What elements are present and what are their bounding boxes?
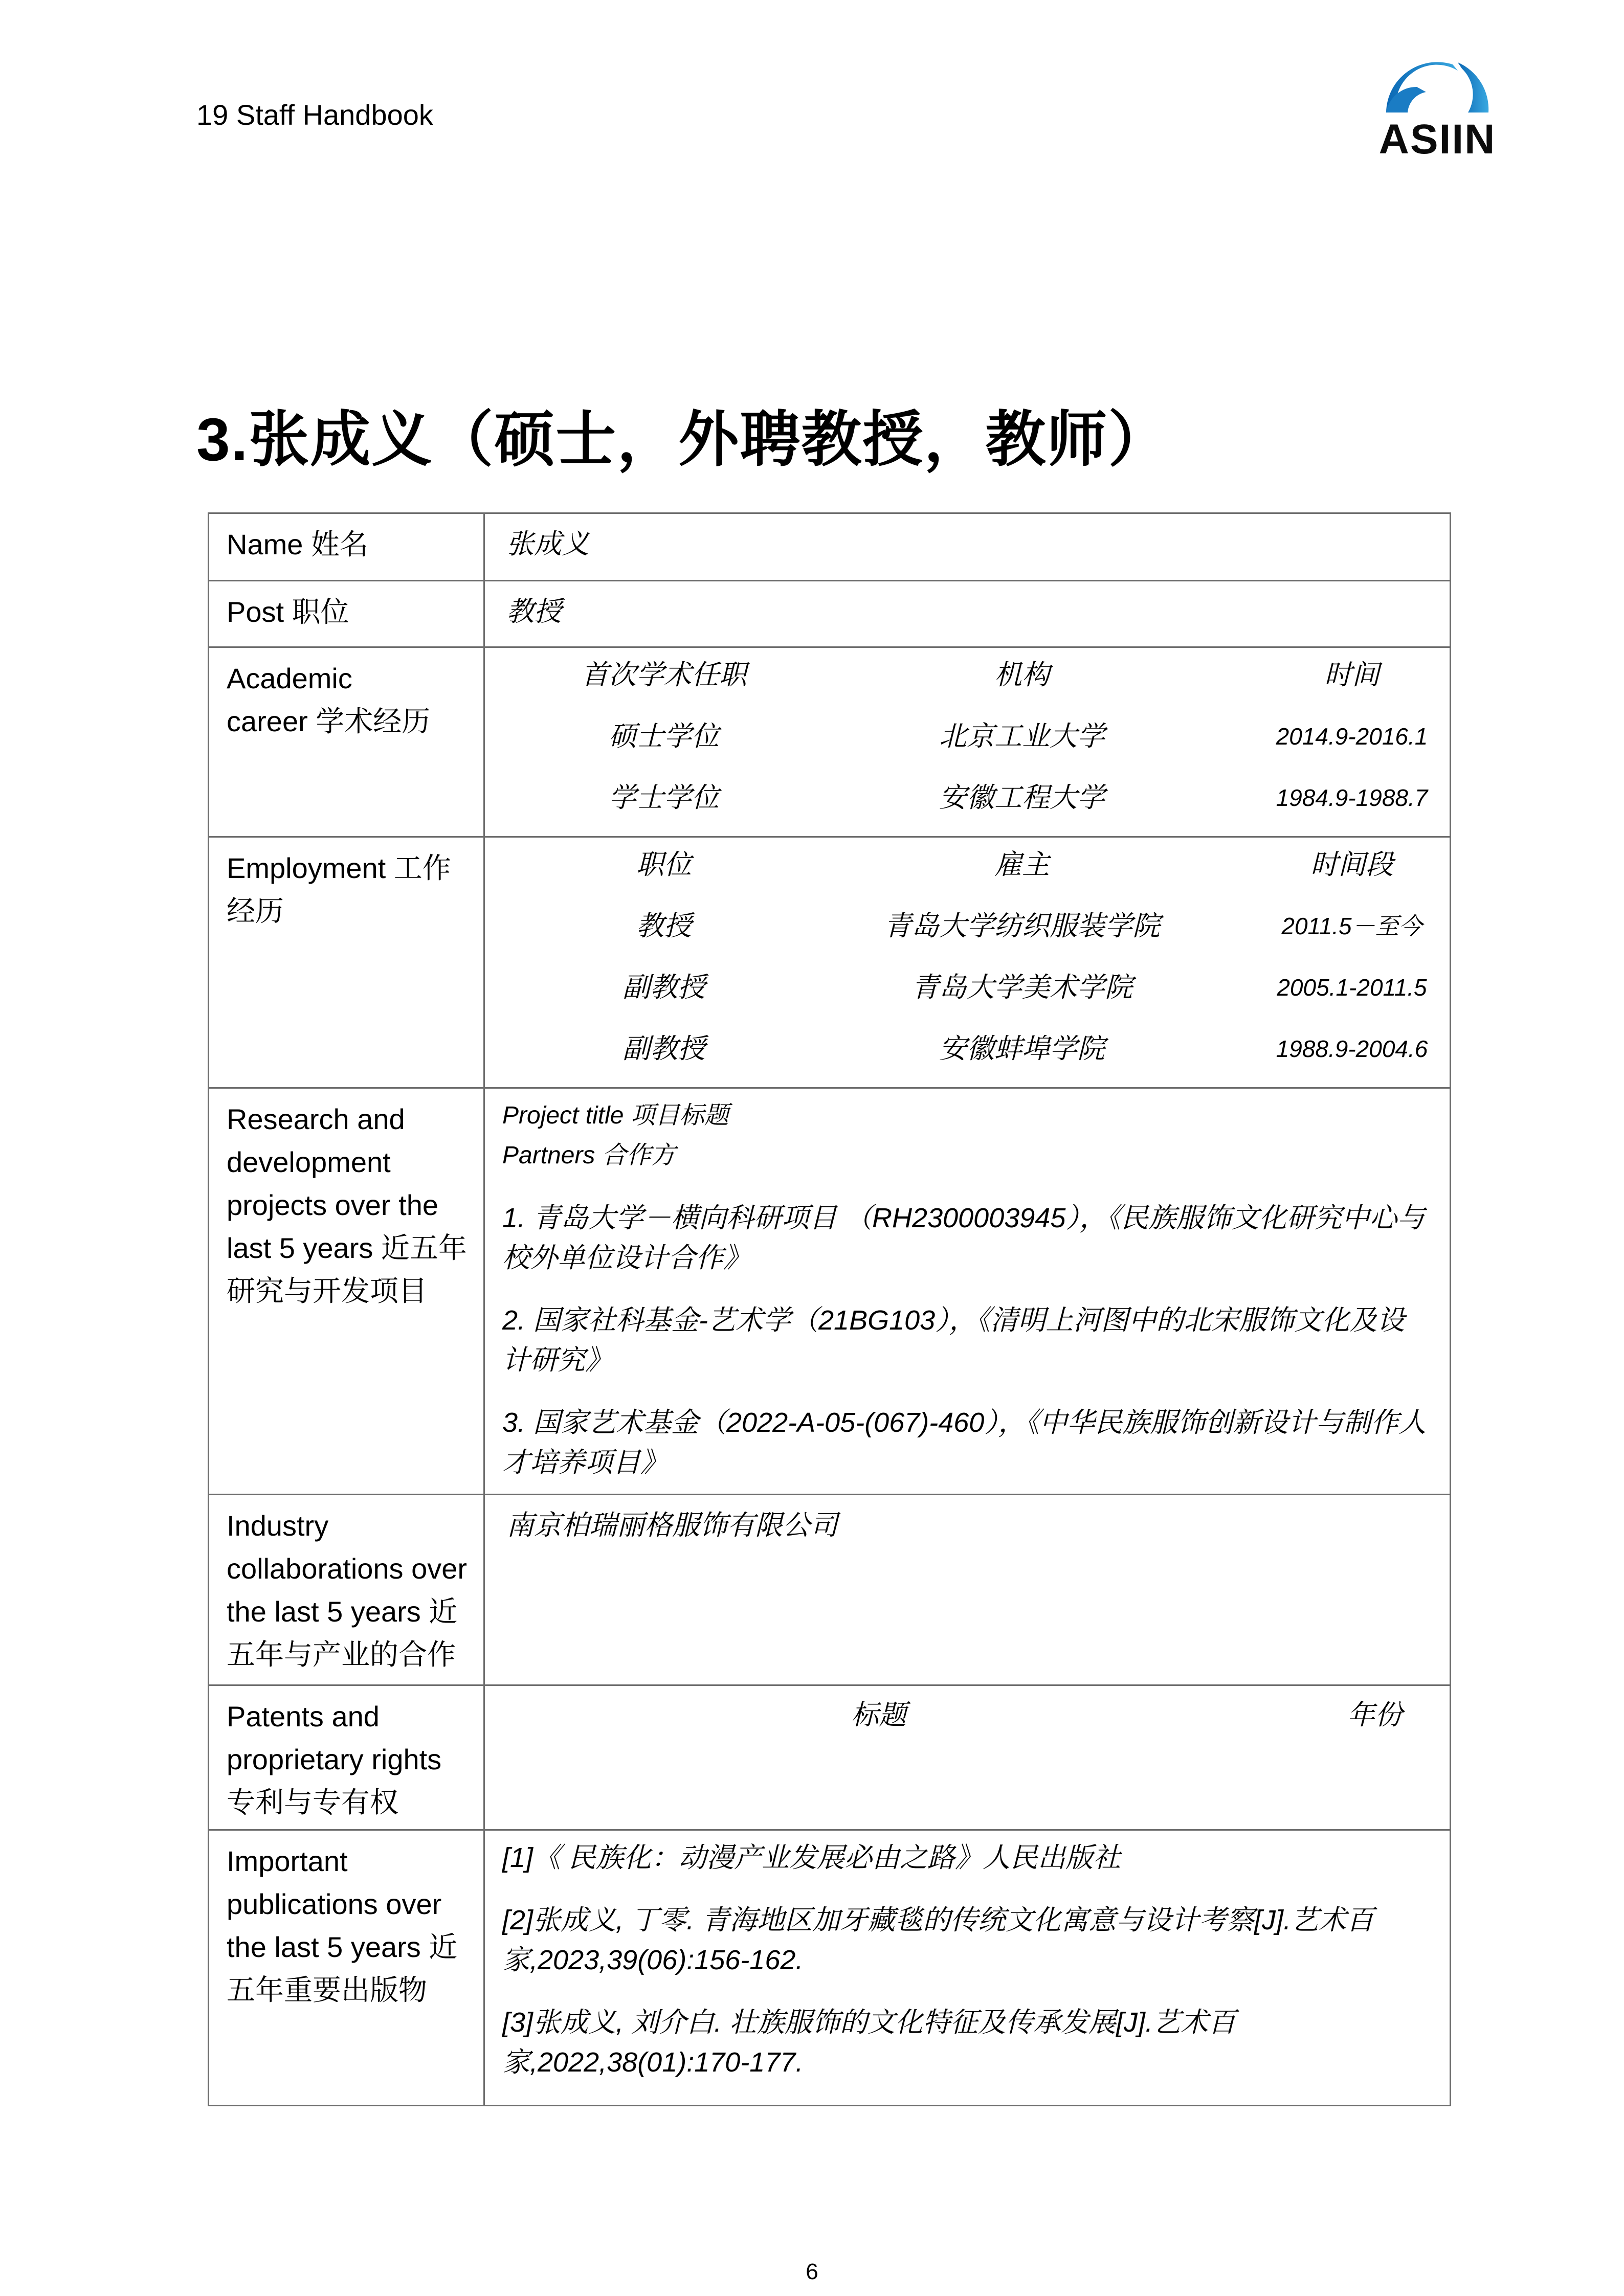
value-industry-collaborations: 南京柏瑞丽格服饰有限公司	[506, 1510, 838, 1541]
research-projects-list	[485, 1089, 1450, 1482]
section-title: 3.张成义（硕士，外聘教授，教师）	[196, 406, 1170, 474]
research-project-item: 3. 国家艺术基金（2022-A-05-(067)-460），《中华民族服饰创新设计与制作人才培养项目》	[502, 1407, 1427, 1478]
employment-position: 副教授	[622, 1033, 705, 1064]
academic-degree: 学士学位	[609, 782, 719, 813]
academic-institution: 北京工业大学	[939, 721, 1105, 752]
row-research-projects	[209, 1088, 1451, 1495]
academic-institution: 安徽工程大学	[939, 782, 1105, 813]
label-research-projects: Research and development projects over the last 5 years 近五年研究与开发项目	[227, 1103, 467, 1307]
row-post	[209, 581, 1451, 647]
label-post: Post 职位	[227, 596, 349, 628]
row-name	[209, 513, 1451, 581]
label-publications: Important publications over the last 5 years 近五年重要出版物	[227, 1845, 458, 2006]
row-publications	[209, 1830, 1451, 2106]
staff-profile-table	[208, 512, 1451, 2106]
label-employment: Employment 工作经历	[227, 852, 451, 927]
value-post: 教授	[506, 596, 562, 627]
employment-period: 1988.9-2004.6	[1276, 1036, 1428, 1062]
research-project-item: 1. 青岛大学－横向科研项目 （RH2300003945），《民族服饰文化研究中心与校外单位设计合作》	[502, 1203, 1425, 1273]
label-patents: Patents and proprietary rights 专利与专有权	[227, 1700, 442, 1818]
arch-logo-icon	[1376, 55, 1499, 117]
row-academic-career	[209, 647, 1451, 837]
publication-item: [2]张成义, 丁零. 青海地区加牙藏毯的传统文化寓意与设计考察[J].艺术百家,2023,39(06):156-162.	[502, 1905, 1374, 1975]
asiin-logo	[1376, 55, 1499, 163]
logo-wordmark: ASIIN	[1378, 116, 1496, 163]
publication-item: [1]《 民族化：动漫产业发展必由之路》人民出版社	[502, 1842, 1121, 1873]
employment-employer: 青岛大学纺织服装学院	[884, 911, 1160, 941]
label-academic-career: Academic career 学术经历	[227, 662, 431, 737]
publication-item: [3]张成义, 刘介白. 壮族服饰的文化特征及传承发展[J].艺术百家,2022,38(01):170-177.	[502, 2007, 1236, 2078]
academic-degree: 硕士学位	[609, 721, 719, 752]
employment-grid	[485, 838, 1450, 1087]
publications-list	[485, 1831, 1450, 2082]
employment-period: 2011.5－至今	[1281, 913, 1422, 939]
patents-header-year: 年份	[1347, 1700, 1403, 1730]
academic-career-grid	[485, 648, 1450, 836]
academic-period: 2014.9-2016.1	[1276, 723, 1428, 750]
academic-header-position: 首次学术任职	[581, 660, 747, 690]
employment-header-employer: 雇主	[994, 849, 1050, 880]
label-industry-collaborations: Industry collaborations over the last 5 years 近五年与产业的合作	[227, 1510, 468, 1671]
row-industry-collaborations	[209, 1495, 1451, 1685]
partners-header: Partners 合作方	[502, 1142, 676, 1169]
label-name: Name 姓名	[227, 528, 368, 560]
patents-header-title: 标题	[851, 1700, 906, 1730]
employment-employer: 安徽蚌埠学院	[939, 1033, 1105, 1064]
employment-employer: 青岛大学美术学院	[911, 972, 1132, 1003]
patents-header-row	[485, 1686, 1450, 1732]
value-name: 张成义	[506, 529, 589, 559]
employment-header-period: 时间段	[1310, 849, 1393, 880]
project-title-header: Project title 项目标题	[502, 1102, 729, 1129]
row-patents	[209, 1685, 1451, 1830]
employment-position: 副教授	[622, 972, 705, 1003]
employment-header-position: 职位	[636, 849, 692, 880]
page-number: 6	[806, 2259, 818, 2284]
academic-header-institution: 机构	[994, 660, 1050, 690]
research-project-item: 2. 国家社科基金-艺术学（21BG103），《清明上河图中的北宋服饰文化及设计研究》	[502, 1305, 1405, 1376]
academic-period: 1984.9-1988.7	[1276, 784, 1428, 811]
academic-header-time: 时间	[1324, 660, 1380, 690]
row-employment	[209, 837, 1451, 1088]
document-header-title: 19 Staff Handbook	[196, 99, 433, 131]
employment-period: 2005.1-2011.5	[1277, 974, 1427, 1001]
employment-position: 教授	[636, 911, 692, 941]
